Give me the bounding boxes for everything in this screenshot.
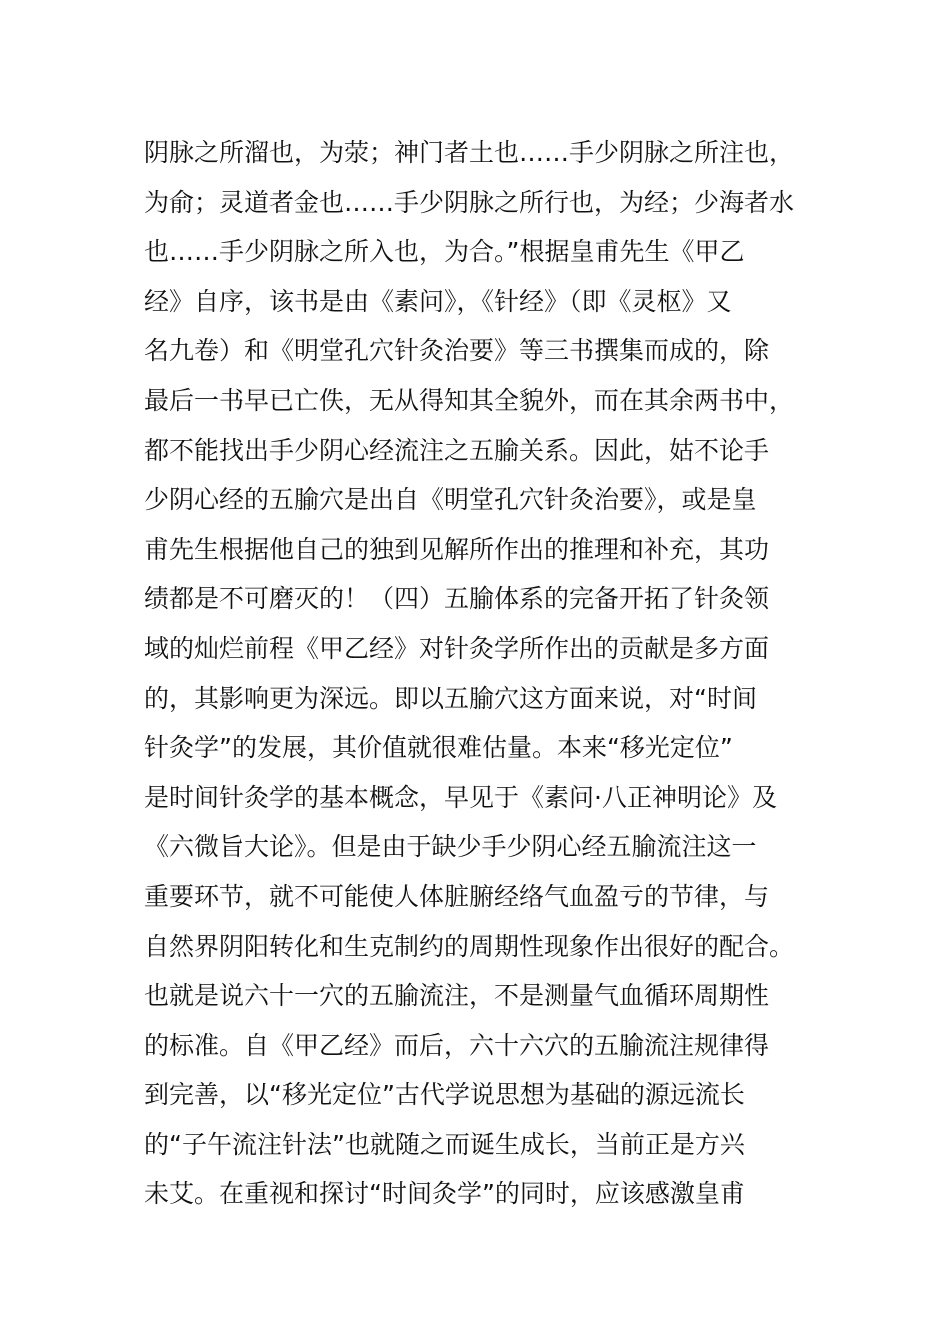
text-line-11: 域的灿烂前程《甲乙经》对针灸学所作出的贡献是多方面 (144, 633, 770, 663)
text-line-6: 最后一书早已亡佚，无从得知其全貌外，而在其余两书中， (144, 385, 795, 415)
text-line-22: 未艾。在重视和探讨“时间灸学”的同时，应该感激皇甫 (144, 1179, 745, 1209)
text-line-12: 的，其影响更为深远。即以五腧穴这方面来说，对“时间 (144, 683, 757, 713)
text-line-13: 针灸学”的发展，其价值就很难估量。本来“移光定位” (144, 733, 733, 763)
text-line-17: 自然界阴阳转化和生克制约的周期性现象作出很好的配合。 (144, 931, 795, 961)
text-line-16: 重要环节，就不可能使人体脏腑经络气血盈亏的节律，与 (144, 881, 770, 911)
text-line-7: 都不能找出手少阴心经流注之五腧关系。因此，姑不论手 (144, 435, 770, 465)
text-line-20: 到完善，以“移光定位”古代学说思想为基础的源远流长 (144, 1080, 745, 1110)
text-line-14: 是时间针灸学的基本概念，早见于《素问·八正神明论》及 (144, 782, 777, 812)
body-text (144, 128, 814, 1219)
text-line-15: 《六微旨大论》。但是由于缺少手少阴心经五腧流注这一 (144, 832, 757, 862)
text-line-5: 名九卷）和《明堂孔穴针灸治要》等三书撰集而成的，除 (144, 336, 770, 366)
text-line-10: 绩都是不可磨灭的！（四）五腧体系的完备开拓了针灸领 (144, 584, 770, 614)
text-line-19: 的标准。自《甲乙经》而后，六十六穴的五腧流注规律得 (144, 1030, 770, 1060)
text-line-4: 经》自序，该书是由《素问》，《针经》（即《灵枢》又 (144, 286, 732, 316)
text-line-3: 也……手少阴脉之所入也，为合。”根据皇甫先生《甲乙 (144, 237, 745, 267)
text-line-18: 也就是说六十一穴的五腧流注，不是测量气血循环周期性 (144, 981, 770, 1011)
text-line-21: 的“子午流注针法”也就随之而诞生成长，当前正是方兴 (144, 1129, 745, 1159)
text-line-9: 甫先生根据他自己的独到见解所作出的推理和补充，其功 (144, 534, 770, 564)
text-line-2: 为俞；灵道者金也……手少阴脉之所行也，为经；少海者水 (144, 187, 795, 217)
text-line-1: 阴脉之所溜也，为荥；神门者土也……手少阴脉之所注也， (144, 138, 795, 167)
text-line-8: 少阴心经的五腧穴是出自《明堂孔穴针灸治要》，或是皇 (144, 485, 757, 515)
